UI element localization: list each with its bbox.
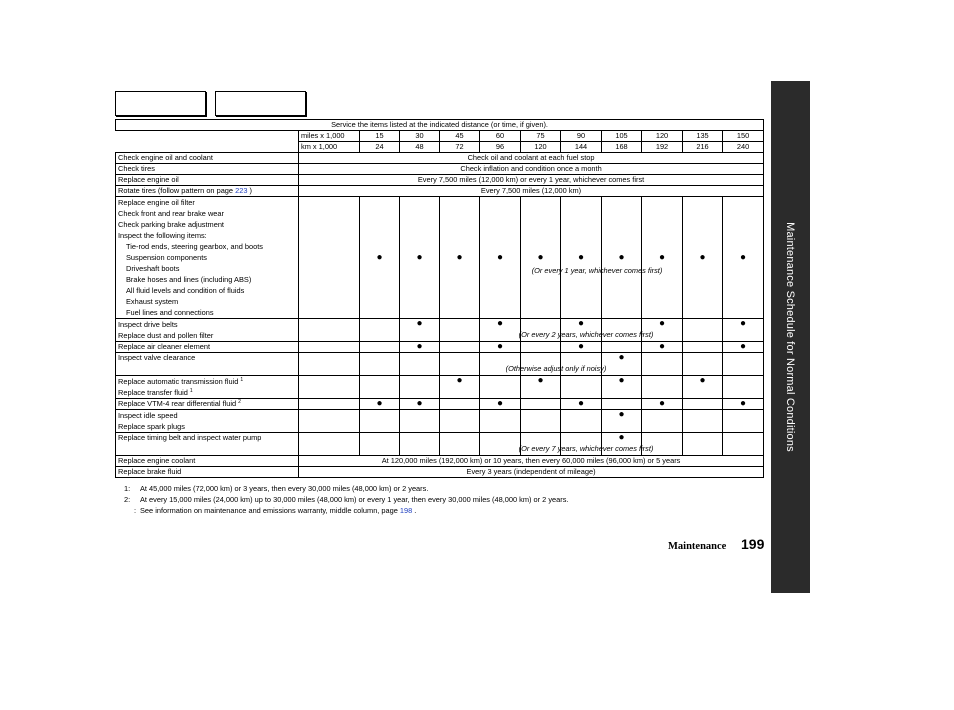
dot-mark: ● [537,251,544,263]
miles-value: 30 [400,131,440,142]
row-label-group [116,319,299,342]
service-dot: ● [723,319,764,342]
km-value: 96 [480,142,521,153]
empty-cell [683,342,723,353]
empty-cell [521,410,561,433]
empty-cell [683,433,723,456]
miles-value: 120 [642,131,683,142]
footnote-text: At every 15,000 miles (24,000 km) up to 30,000 miles (48,000 km) or every 1 year, then every 30,000 miles (48,000 km) or 2 years. [140,495,569,504]
miles-value: 75 [521,131,561,142]
footnote-label: 1: [124,484,131,493]
empty-cell [518,319,654,342]
service-dot: ● [400,399,440,410]
row-label: Replace engine oil [116,175,299,186]
label-text: Replace automatic transmission fluid [118,377,239,386]
empty-cell [299,399,360,410]
item-subline: Fuel lines and connections [126,308,214,317]
row-label: Replace engine coolant [116,456,299,467]
row-label [116,186,299,197]
empty-cell [521,342,561,353]
km-value: 144 [561,142,602,153]
label-text: Replace VTM-4 rear differential fluid [118,399,237,408]
service-dot: ● [440,197,480,319]
empty-cell [521,399,561,410]
service-dot: ● [602,410,642,433]
service-dot: ● [561,197,602,319]
row-label-group [116,197,299,319]
empty-cell [518,433,654,456]
km-value: 120 [521,142,561,153]
empty-cell [400,353,440,376]
service-dot: ● [683,376,723,399]
empty-cell [360,342,400,353]
service-dot: ● [480,342,521,353]
service-dot: ● [642,399,683,410]
row-interval: At 120,000 miles (192,000 km) or 10 years, then every 60,000 miles (96,000 km) or 5 years [299,456,764,467]
empty-cell [299,433,360,456]
footnote-text: See information on maintenance and emissions warranty, middle column, page [140,506,400,515]
empty-cell [299,410,360,433]
row-label: Check engine oil and coolant [116,153,299,164]
footnote-1 [124,483,568,494]
item-subline: Brake hoses and lines (including ABS) [126,275,252,284]
service-dot: ● [400,342,440,353]
miles-value: 60 [480,131,521,142]
empty-cell [299,319,360,342]
row-label: Replace air cleaner element [116,342,299,353]
table-intro: Service the items listed at the indicated distance (or time, if given). [116,120,764,131]
maintenance-schedule-table [115,119,764,478]
service-dot: ● [642,342,683,353]
empty-cell [683,319,723,342]
empty-cell [299,342,360,353]
footnote-ref: 1 [189,387,193,394]
footnotes [124,483,568,516]
item-line [118,376,296,387]
service-dot: ● [480,319,521,342]
empty-cell [440,342,480,353]
km-value: 72 [440,142,480,153]
sidebar-title: Maintenance Schedule for Normal Conditions [784,222,796,452]
interval-note: (Otherwise adjust only if noisy) [505,364,607,373]
blank-cell [116,142,299,153]
km-value: 24 [360,142,400,153]
empty-cell [440,319,480,342]
empty-cell [400,433,440,456]
empty-cell [440,399,480,410]
item-line: Replace dust and pollen filter [118,331,214,340]
miles-value: 90 [561,131,602,142]
service-dot: ● [400,319,440,342]
service-dot: ● [602,376,642,399]
empty-cell [602,342,642,353]
row-label: Replace timing belt and inspect water pump [116,433,299,456]
km-value: 48 [400,142,440,153]
row-label-group [116,410,299,433]
empty-cell [360,433,400,456]
miles-value: 150 [723,131,764,142]
footnote-ref: 2 [238,398,241,405]
miles-value: 45 [440,131,480,142]
footnote-text: . [412,506,417,515]
empty-cell [440,433,480,456]
service-dot: ● [360,197,400,319]
item-line [118,387,296,398]
row-label [116,399,299,410]
row-label: Check tires [116,164,299,175]
service-dot: ● [480,399,521,410]
empty-cell [400,410,440,433]
footnote-text: At 45,000 miles (72,000 km) or 3 years, then every 30,000 miles (48,000 km) or 2 years. [140,484,429,493]
empty-cell [480,376,521,399]
item-line: Replace engine oil filter [118,198,195,207]
empty-cell [505,353,607,376]
miles-value: 105 [602,131,642,142]
empty-cell [723,353,764,376]
page-link[interactable]: 223 [235,186,248,195]
footnote-label: 2: [124,495,131,504]
item-subline: Suspension components [126,253,207,262]
empty-cell [561,376,602,399]
service-dot: ● [480,197,521,319]
empty-cell [642,376,683,399]
empty-cell [360,410,400,433]
miles-label: miles x 1,000 [299,131,360,142]
footnote-label: : [133,506,136,515]
item-line: Inspect the following items: [118,231,207,240]
footer-section-title: Maintenance [668,541,727,552]
empty-cell [642,410,683,433]
item-line: Inspect idle speed [118,411,178,420]
label-text: Replace transfer fluid [118,388,188,397]
service-dot: ● [723,342,764,353]
empty-cell [683,353,723,376]
empty-cell [360,319,400,342]
row-interval: Every 7,500 miles (12,000 km) or every 1 year, whichever comes first [299,175,764,186]
interval-note: (Or every 2 years, whichever comes first) [518,330,654,339]
miles-value: 15 [360,131,400,142]
footnote-3 [124,505,568,516]
item-subline: All fluid levels and condition of fluids [126,286,245,295]
item-line: Inspect drive belts [118,320,178,329]
service-dot: ● [561,399,602,410]
miles-value: 135 [683,131,723,142]
item-line: Check parking brake adjustment [118,220,224,229]
item-subline: Driveshaft boots [126,264,180,273]
empty-cell [683,410,723,433]
empty-cell [360,376,400,399]
tab-box-left [115,91,206,116]
empty-cell [723,433,764,456]
footnote-2 [124,494,568,505]
service-dot: ● [561,342,602,353]
empty-cell [723,376,764,399]
empty-cell [723,410,764,433]
service-dot: ● [360,399,400,410]
page-link[interactable]: 198 [399,506,413,515]
empty-cell [480,410,521,433]
interval-note: (Or every 1 year, whichever comes first) [531,266,663,275]
service-dot: ● [602,433,642,456]
service-dot: ● [642,319,683,342]
empty-cell [602,399,642,410]
row-interval: Every 7,500 miles (12,000 km) [299,186,764,197]
blank-cell [116,131,299,142]
item-subline: Tie-rod ends, steering gearbox, and boots [126,242,263,251]
empty-cell [440,410,480,433]
km-value: 192 [642,142,683,153]
empty-cell [400,376,440,399]
km-value: 240 [723,142,764,153]
footnote-ref: 1 [240,376,244,383]
service-dot: ● [400,197,440,319]
service-dot: ● [521,376,561,399]
row-label: Replace brake fluid [116,467,299,478]
service-dot [521,197,663,319]
row-interval: Check oil and coolant at each fuel stop [299,153,764,164]
interval-note: (Or every 7 years, whichever comes first) [518,444,654,453]
empty-cell [299,197,360,319]
service-dot: ● [683,197,723,319]
empty-cell [561,410,602,433]
km-label: km x 1,000 [299,142,360,153]
service-dot: ● [440,376,480,399]
empty-cell [299,353,360,376]
row-label-group [116,376,299,399]
tab-box-right [215,91,306,116]
km-value: 216 [683,142,723,153]
label-text: ) [247,186,252,195]
service-dot: ● [561,319,602,342]
row-interval: Every 3 years (independent of mileage) [299,467,764,478]
page-number: 199 [741,536,765,552]
row-label: Inspect valve clearance [116,353,299,376]
item-line: Replace spark plugs [118,422,185,431]
label-text: Rotate tires (follow pattern on page [118,186,236,195]
empty-cell [360,353,400,376]
km-value: 168 [602,142,642,153]
row-interval: Check inflation and condition once a month [299,164,764,175]
item-line: Check front and rear brake wear [118,209,224,218]
service-dot: ● [642,197,683,319]
empty-cell [299,376,360,399]
service-dot: ● [602,197,642,319]
service-dot: ● [723,399,764,410]
item-subline: Exhaust system [126,297,179,306]
service-dot: ● [723,197,764,319]
empty-cell [683,399,723,410]
service-dot: ● [602,353,642,376]
